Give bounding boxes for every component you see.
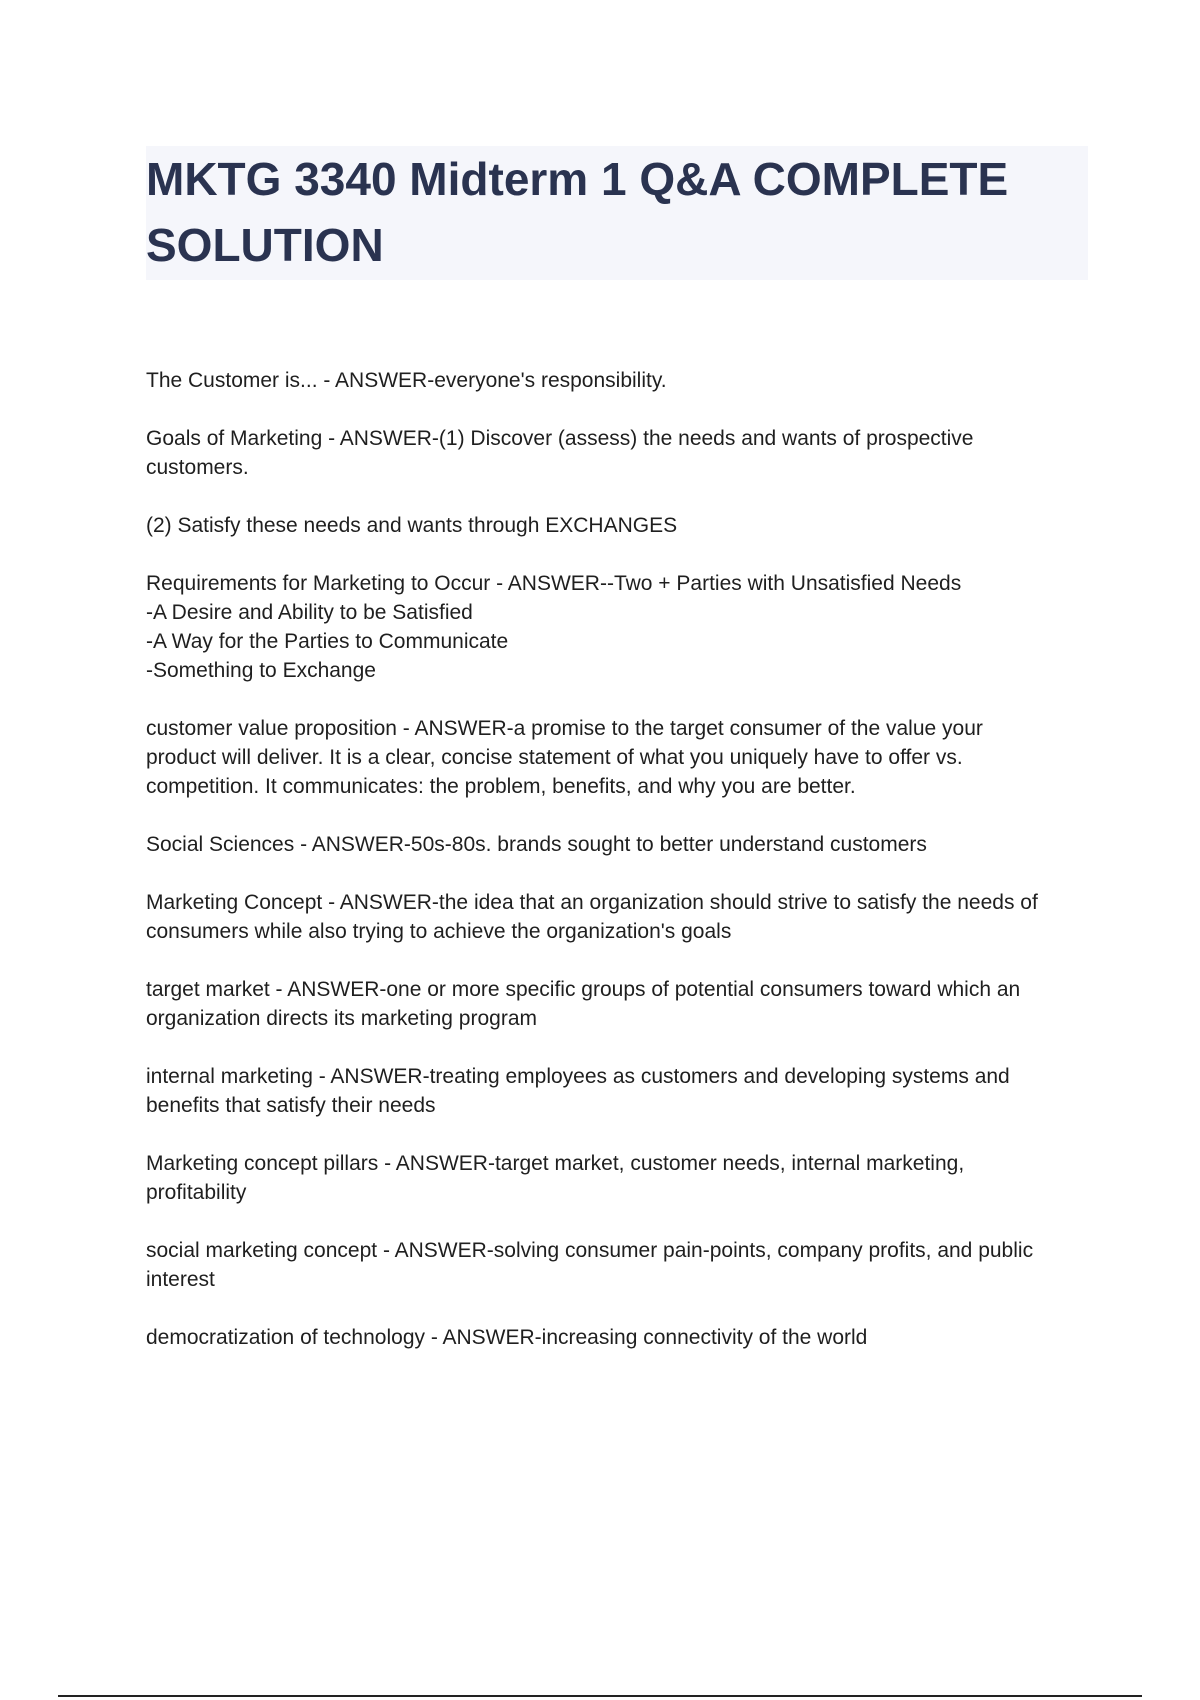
qa-line: Social Sciences - ANSWER-50s-80s. brands sought to better understand customers bbox=[146, 833, 927, 856]
qa-line: social marketing concept - ANSWER-solving consumer pain-points, company profits, and public bbox=[146, 1239, 1034, 1262]
qa-line: organization directs its marketing program bbox=[146, 1007, 538, 1030]
qa-entry bbox=[146, 1236, 1090, 1294]
qa-line: target market - ANSWER-one or more specific groups of potential consumers toward which an bbox=[146, 978, 1021, 1001]
qa-line: Requirements for Marketing to Occur - ANSWER--Two + Parties with Unsatisfied Needs bbox=[146, 572, 962, 595]
qa-entry bbox=[146, 569, 1090, 685]
qa-line: The Customer is... - ANSWER-everyone's responsibility. bbox=[146, 369, 667, 392]
qa-line: -A Way for the Parties to Communicate bbox=[146, 630, 509, 653]
qa-line: -Something to Exchange bbox=[146, 659, 376, 682]
title-banner bbox=[146, 146, 1088, 280]
qa-line: customer value proposition - ANSWER-a promise to the target consumer of the value your bbox=[146, 717, 983, 740]
qa-line: benefits that satisfy their needs bbox=[146, 1094, 436, 1117]
qa-line: consumers while also trying to achieve the organization's goals bbox=[146, 920, 732, 943]
qa-line: customers. bbox=[146, 456, 249, 479]
qa-line: democratization of technology - ANSWER-increasing connectivity of the world bbox=[146, 1326, 868, 1349]
qa-line: -A Desire and Ability to be Satisfied bbox=[146, 601, 473, 624]
qa-line: (2) Satisfy these needs and wants through EXCHANGES bbox=[146, 514, 678, 537]
qa-line: Goals of Marketing - ANSWER-(1) Discover (assess) the needs and wants of prospective bbox=[146, 427, 974, 450]
qa-entry bbox=[146, 714, 1090, 801]
qa-line: internal marketing - ANSWER-treating employees as customers and developing systems and bbox=[146, 1065, 1010, 1088]
qa-line: Marketing concept pillars - ANSWER-target market, customer needs, internal marketing, bbox=[146, 1152, 965, 1175]
qa-entry bbox=[146, 1149, 1090, 1207]
qa-entry bbox=[146, 511, 1090, 540]
qa-entry bbox=[146, 366, 1090, 395]
qa-line: profitability bbox=[146, 1181, 247, 1204]
qa-entry bbox=[146, 1323, 1090, 1352]
page-bottom-divider bbox=[58, 1695, 1142, 1697]
qa-entry bbox=[146, 1062, 1090, 1120]
page-title: MKTG 3340 Midterm 1 Q&A COMPLETE SOLUTION bbox=[146, 153, 1009, 271]
qa-line: Marketing Concept - ANSWER-the idea that an organization should strive to satisfy the needs of bbox=[146, 891, 1038, 914]
qa-line: interest bbox=[146, 1268, 215, 1291]
qa-line: competition. It communicates: the problem, benefits, and why you are better. bbox=[146, 775, 856, 798]
qa-entry bbox=[146, 888, 1090, 946]
qa-entry bbox=[146, 975, 1090, 1033]
qa-line: product will deliver. It is a clear, concise statement of what you uniquely have to offer vs. bbox=[146, 746, 963, 769]
qa-entry bbox=[146, 424, 1090, 482]
qa-list bbox=[146, 366, 1090, 1381]
qa-entry bbox=[146, 830, 1090, 859]
